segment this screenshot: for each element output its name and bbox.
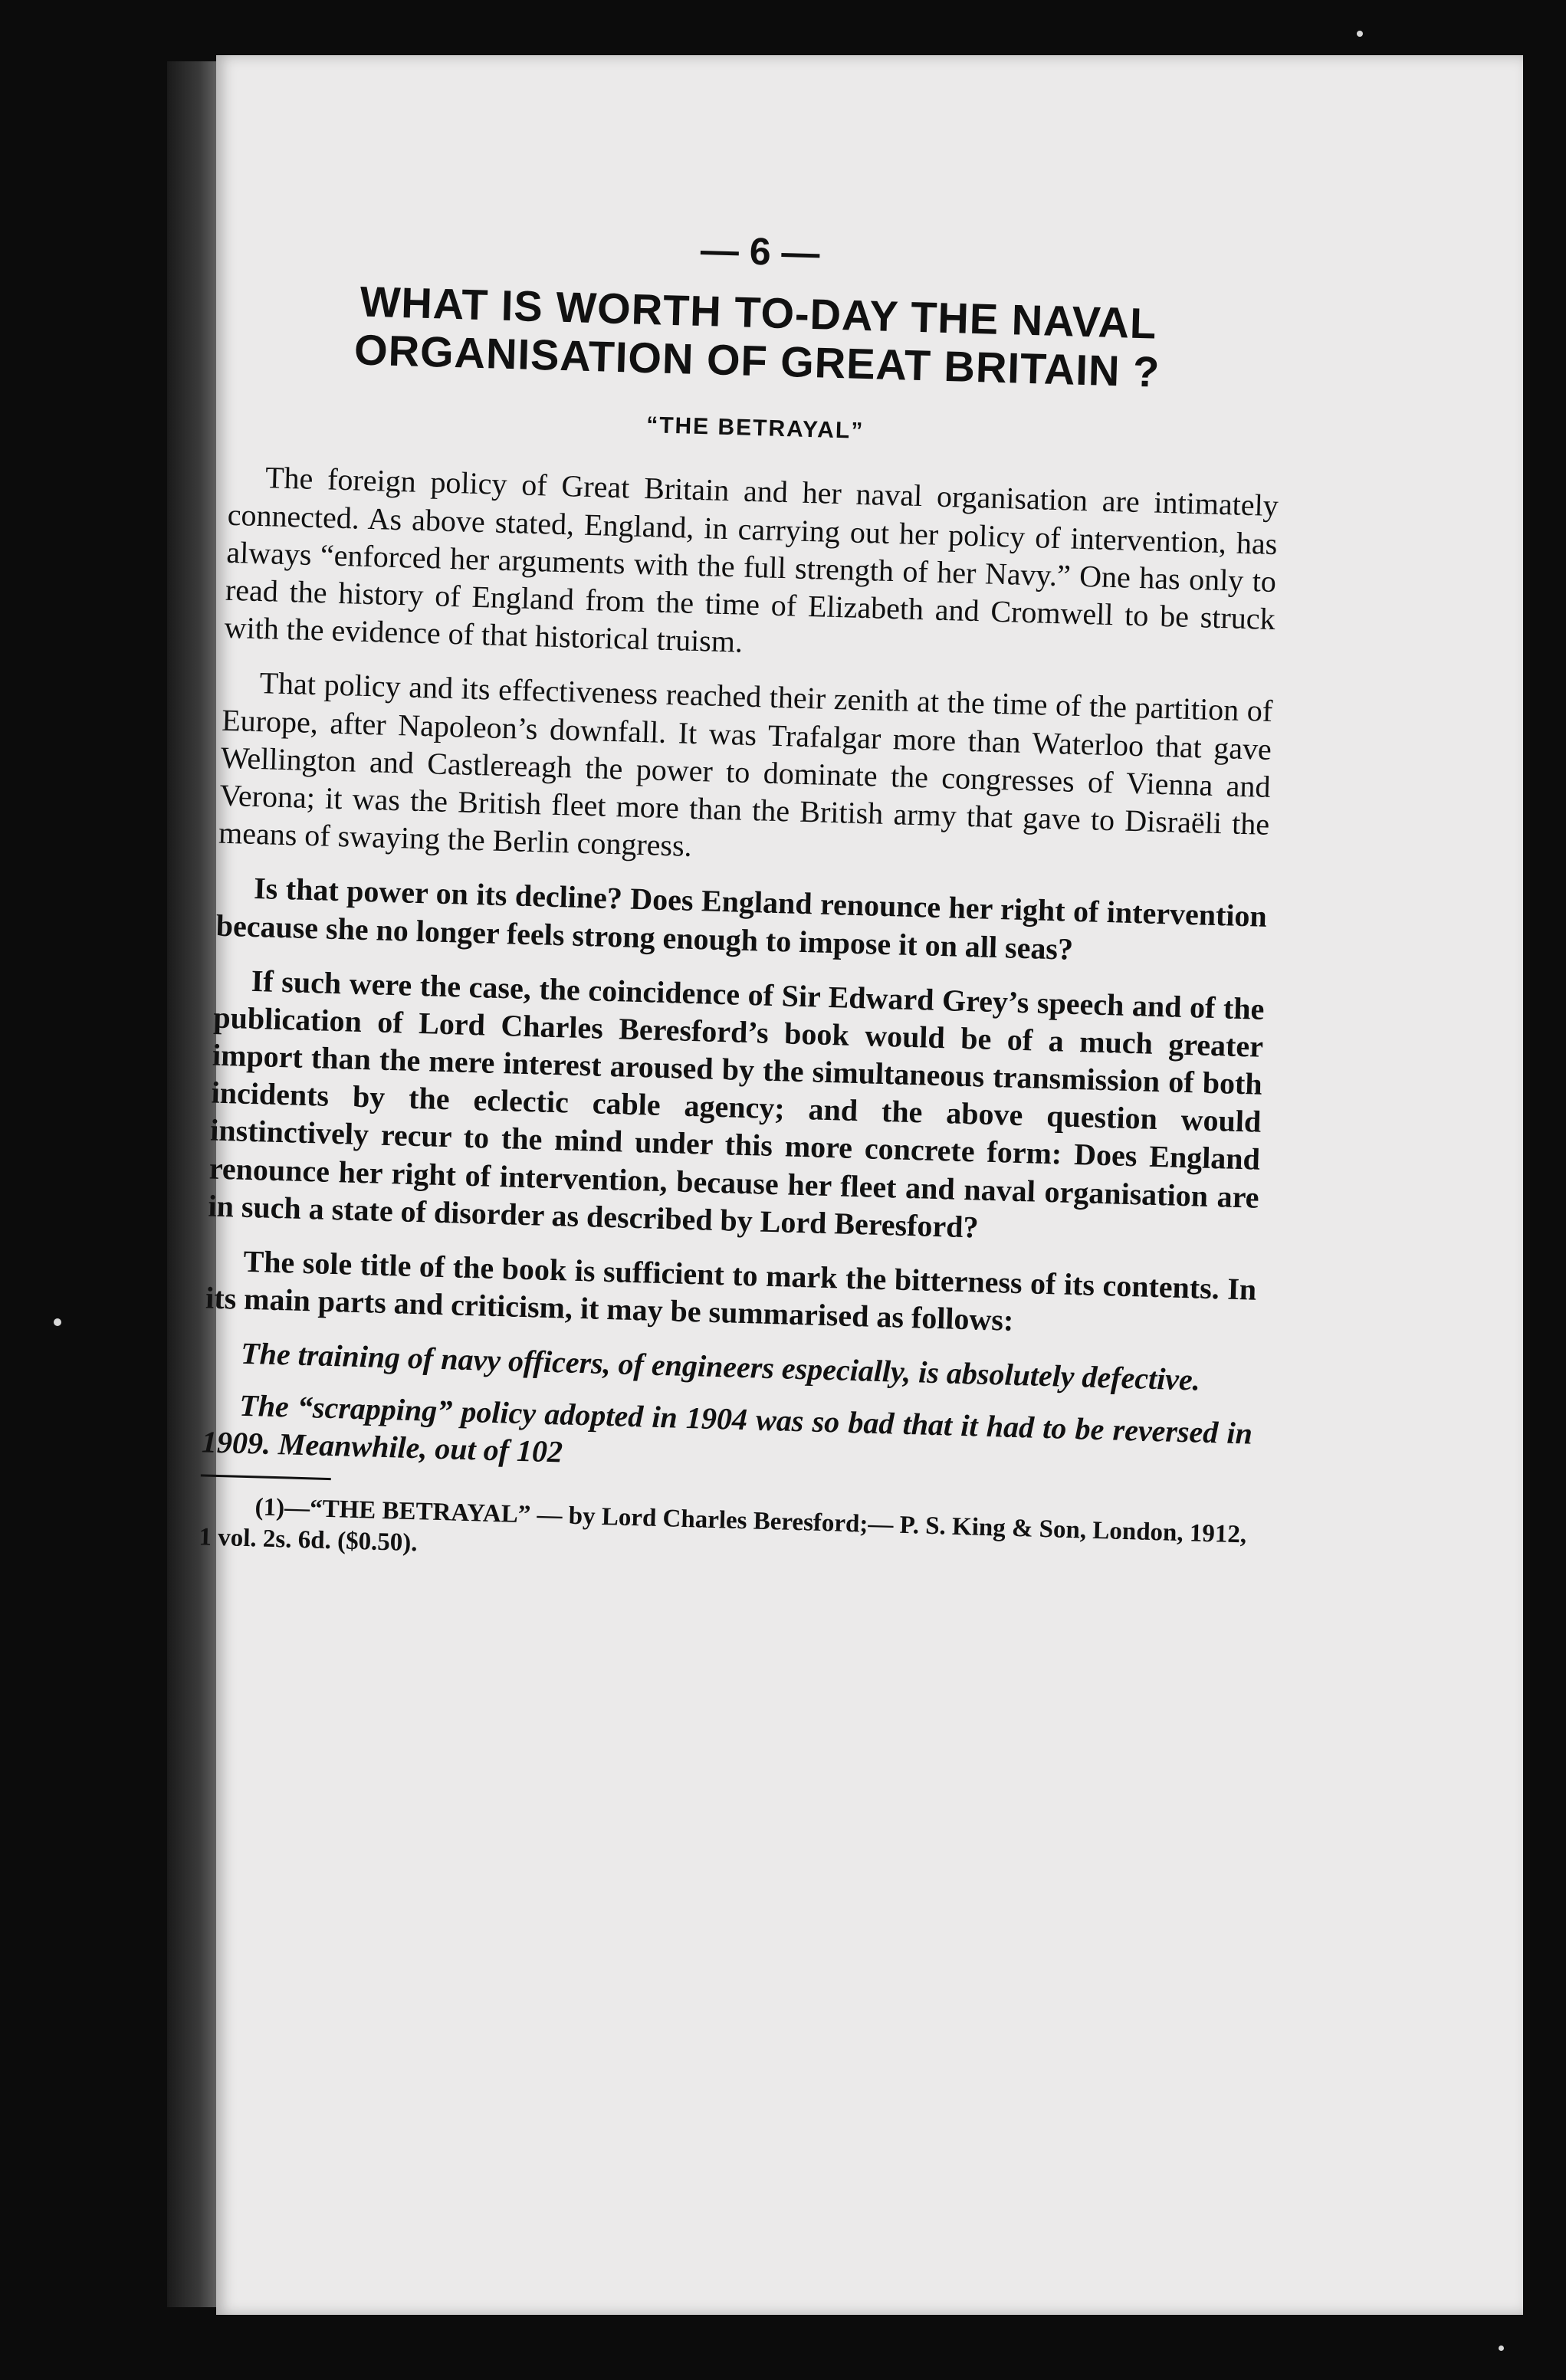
dust-speck <box>1357 31 1363 37</box>
dust-speck <box>54 1318 61 1326</box>
chapter-title: WHAT IS WORTH TO-DAY THE NAVAL ORGANISATION OF GREAT BRITAIN ? <box>353 277 1161 396</box>
body-paragraph: The sole title of the book is sufficient to mark the bitterness of its contents. In its main parts and criticism, it may be summarised as follows: <box>205 1243 1257 1338</box>
dust-speck <box>1499 2346 1504 2351</box>
footnote: (1)—“THE BETRAYAL” — by Lord Charles Beresford;— P. S. King & Son, London, 1912, 1 vol. 2s. 6d. ($0.50). <box>199 1493 1247 1558</box>
body-paragraph: The foreign policy of Great Britain and her naval organisation are intimately connected. As above stated, England, in carrying out her policy of intervention, has always “enforced her arguments with the full strength of her Navy.” One has only to read the history of England from the time of Elizabeth and Cromwell to be struck with the evidence of that historical truism. <box>224 460 1279 659</box>
body-paragraph: That policy and its effectiveness reached their zenith at the time of the partition of Europe, after Napoleon’s downfall. It was Trafalgar more than Waterloo that gave Wellington and Castlereagh the power to dominate the congresses of Vienna and Verona; it was the British fleet more than the British army that gave to Disraëli the means of swaying the Berlin congress. <box>218 665 1273 864</box>
italic-summary-paragraph: The “scrapping” policy adopted in 1904 was so bad that it had to be reversed in 1909. Meanwhile, out of 102 <box>201 1387 1253 1469</box>
italic-summary-paragraph: The training of navy officers, of engineers especially, is absolutely defective. <box>240 1336 1201 1398</box>
page-number: — 6 — <box>700 228 821 275</box>
body-paragraph: If such were the case, the coincidence of Sir Edward Grey’s speech and of the publication of Lord Charles Beresford’s book would be of a much greater import than the mere interest aroused by the simultaneous transmission of both incidents by the eclectic cable agency; and the above question would instinctively recur to the mind under this more concrete form: Does England renounce her right of intervention, because her fleet and naval organisation are in such a state of disorder as described by Lord Beresford? <box>208 963 1265 1245</box>
body-paragraph: Is that power on its decline? Does England renounce her right of intervention because she no longer feels strong enough to impose it on all seas? <box>215 871 1268 967</box>
section-heading: “THE BETRAYAL” <box>645 412 865 445</box>
page-content <box>199 153 1287 1583</box>
footnote-rule <box>201 1474 331 1480</box>
